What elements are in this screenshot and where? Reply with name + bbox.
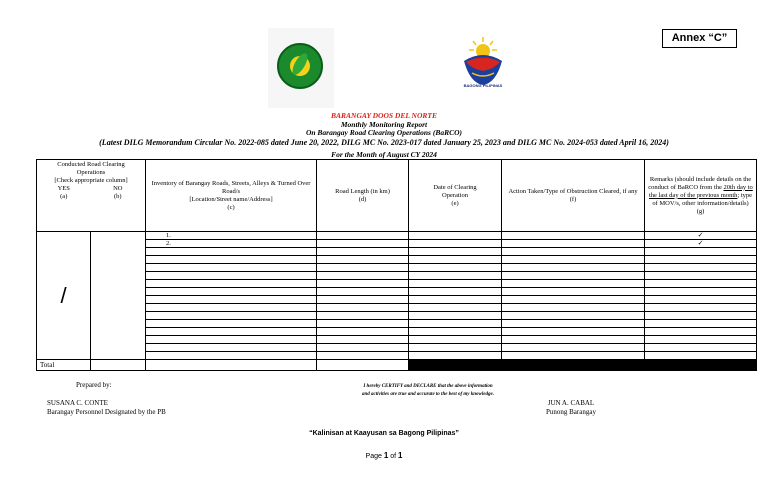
action-cell [502,312,645,320]
col-inventory-label: Inventory of Barangay Roads, Streets, Alleys & Turned Over Road/s [151,179,311,195]
page-number: Page 1 of 1 [365,451,403,460]
action-cell [502,304,645,312]
report-title: Monthly Monitoring Report [340,120,428,129]
remarks-cell [645,312,757,320]
remarks-cell [645,272,757,280]
col-remarks-label: Remarks (should include details on the conduct of BaRCO from the 20th day to the last day of the previous month; type of MOV/s, other information/details) [648,175,753,207]
date-cell [409,272,502,280]
total-length-cell [317,360,409,371]
yes-mark: / [37,232,91,360]
inventory-cell [146,312,317,320]
seal-icon [277,43,323,89]
remarks-cell: ✓ [645,232,757,240]
date-cell [409,344,502,352]
date-cell [409,312,502,320]
remarks-cell [645,296,757,304]
report-reference: (Latest DILG Memorandum Circular No. 2022-085 dated June 20, 2022, DILG MC No. 2023-017 dated January 25, 2023 and DILG MC No. 2024-053 dated April 16, 2024) [99,138,669,147]
inventory-cell [146,336,317,344]
length-cell [317,320,409,328]
length-cell [317,312,409,320]
length-cell [317,296,409,304]
date-cell [409,328,502,336]
remarks-cell [645,352,757,360]
annex-label: Annex “C” [662,29,737,48]
col-action-label: Action Taken/Type of Obstruction Cleared, if any [508,187,638,195]
col-remarks-header [645,160,757,232]
col-conducted-label: Conducted Road Clearing Operations [57,161,125,176]
inventory-cell [146,296,317,304]
col-action-code: (f) [569,195,577,203]
table-row [37,232,757,240]
length-cell [317,304,409,312]
inventory-cell [146,288,317,296]
certification-statement: I hereby CERTIFY and DECLARE that the above information and activities are true and accurate to the best of my knowledge. [362,384,494,397]
date-cell [409,280,502,288]
preparer-title: Barangay Personnel Designated by the PB [47,408,166,416]
inventory-cell [146,248,317,256]
inventory-cell [146,328,317,336]
report-period: For the Month of August CY 2024 [331,150,437,159]
motto: “Kalinisan at Kaayusan sa Bagong Pilipinas” [309,430,459,437]
col-length-label: Road Length (in km) [335,187,390,195]
total-row [37,360,757,371]
sun-rays-icon [469,37,497,58]
length-cell [317,336,409,344]
length-cell [317,288,409,296]
total-blackout [409,360,757,371]
length-cell [317,264,409,272]
col-no-code: (b) [113,193,122,200]
table-header-row [37,160,757,232]
action-cell [502,272,645,280]
col-date-code: (e) [451,199,459,207]
action-cell [502,232,645,240]
date-cell [409,264,502,272]
length-cell [317,352,409,360]
yes-no-subheaders [37,185,145,201]
length-cell [317,344,409,352]
remarks-cell: ✓ [645,240,757,248]
date-cell [409,336,502,344]
col-inventory-code: (c) [227,203,235,211]
action-cell [502,288,645,296]
preparer-name: SUSANA C. CONTE [47,399,108,407]
action-cell [502,336,645,344]
bagong-pilipinas-text: BAGONG PILIPINAS [463,83,503,88]
length-cell [317,248,409,256]
barangay-seal-logo [268,28,334,108]
remarks-cell [645,304,757,312]
inventory-cell [146,320,317,328]
remarks-cell [645,344,757,352]
action-cell [502,344,645,352]
total-label: Total [37,360,91,371]
preparer-signature-block [47,399,166,417]
length-cell [317,280,409,288]
action-cell [502,296,645,304]
punong-barangay-name: JUN A. CABAL [547,399,595,407]
punong-barangay-signature-block [546,399,596,417]
col-conducted-note: [Check appropriate column] [54,177,128,184]
action-cell [502,240,645,248]
col-conducted-header [37,160,146,232]
date-cell [409,240,502,248]
remarks-cell [645,264,757,272]
barangay-name: BARANGAY DOOS DEL NORTE [331,111,437,120]
inventory-cell [146,280,317,288]
prepared-by-label: Prepared by: [76,381,112,389]
col-date-label: Date of Clearing Operation [433,183,477,199]
col-date-header [409,160,502,232]
date-cell [409,256,502,264]
length-cell [317,232,409,240]
remarks-cell [645,256,757,264]
inventory-cell: 2. [146,240,317,248]
length-cell [317,256,409,264]
inventory-cell [146,352,317,360]
remarks-period-underlined: 20th day to the last day of the previous month [648,183,753,199]
col-action-header [502,160,645,232]
date-cell [409,248,502,256]
remarks-cell [645,328,757,336]
col-length-code: (d) [358,195,367,203]
monitoring-table [36,159,757,371]
length-cell [317,328,409,336]
date-cell [409,304,502,312]
date-cell [409,296,502,304]
inventory-cell: 1. [146,232,317,240]
inventory-cell [146,264,317,272]
action-cell [502,264,645,272]
col-yes-label: YES [57,185,70,192]
inventory-cell [146,344,317,352]
action-cell [502,320,645,328]
action-cell [502,280,645,288]
col-inventory-note: [Location/Street name/Address] [189,195,273,203]
date-cell [409,320,502,328]
inventory-cell [146,272,317,280]
remarks-cell [645,280,757,288]
remarks-cell [645,320,757,328]
action-cell [502,248,645,256]
date-cell [409,288,502,296]
date-cell [409,232,502,240]
length-cell [317,272,409,280]
col-inventory-header [146,160,317,232]
remarks-cell [645,288,757,296]
col-yes-code: (a) [60,193,68,200]
remarks-cell [645,248,757,256]
col-length-header [317,160,409,232]
report-subject: On Barangay Road Clearing Operations (BaRCO) [305,128,463,137]
length-cell [317,240,409,248]
action-cell [502,256,645,264]
inventory-cell [146,256,317,264]
inventory-cell [146,304,317,312]
col-remarks-code: (g) [696,207,705,215]
action-cell [502,352,645,360]
col-no-label: NO [113,185,123,192]
action-cell [502,328,645,336]
date-cell [409,352,502,360]
punong-barangay-title: Punong Barangay [546,408,596,416]
no-cell [91,232,146,360]
remarks-cell [645,336,757,344]
